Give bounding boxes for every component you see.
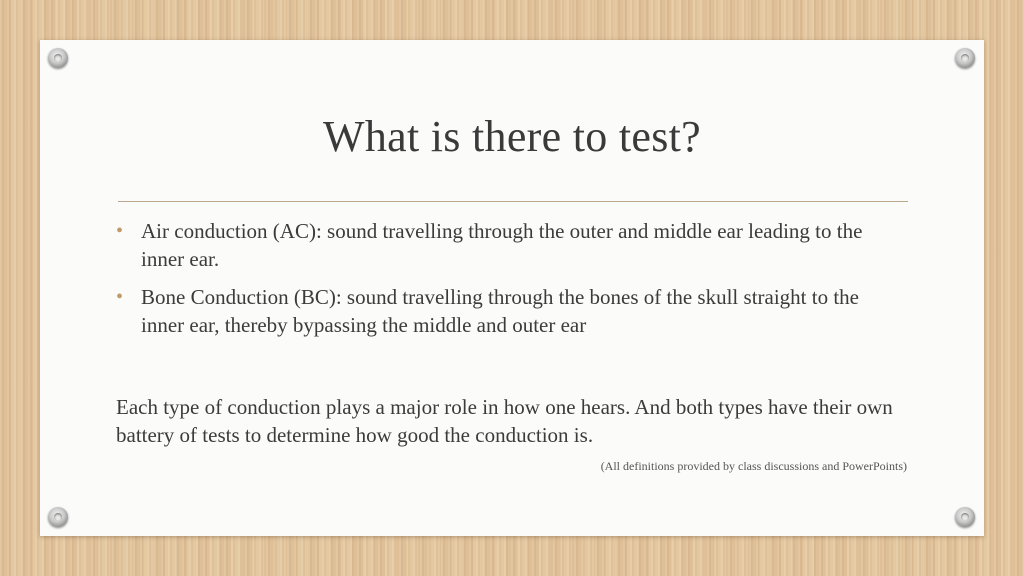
bullet-text: Bone Conduction (BC): sound travelling through the bones of the skull straight to the inner ear, thereby bypassing the middle and outer ear: [141, 285, 859, 337]
grommet-icon: [955, 48, 975, 68]
body-paragraph: Each type of conduction plays a major role in how one hears. And both types have their own battery of tests to determine how good the conduction is.: [116, 395, 893, 447]
title-divider: [118, 201, 908, 202]
bullet-list: [116, 217, 896, 349]
grommet-icon: [48, 48, 68, 68]
slide-card: [40, 40, 984, 536]
bullet-icon: •: [116, 286, 124, 308]
bullet-text: Air conduction (AC): sound travelling through the outer and middle ear leading to the inner ear.: [141, 219, 863, 271]
grommet-icon: [48, 507, 68, 527]
source-credit: (All definitions provided by class discussions and PowerPoints): [600, 459, 907, 473]
bullet-icon: •: [116, 220, 124, 242]
slide-title: What is there to test?: [322, 112, 702, 161]
bullet-item-ac: [116, 217, 896, 273]
grommet-icon: [955, 507, 975, 527]
bullet-item-bc: [116, 283, 896, 339]
